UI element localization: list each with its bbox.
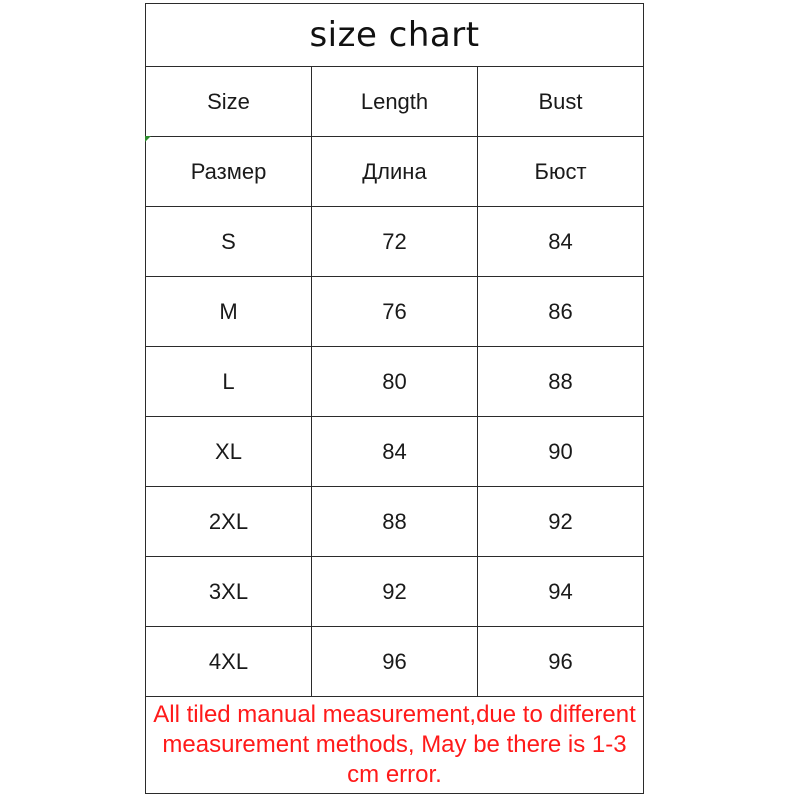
bust-cell: 94 <box>478 557 644 627</box>
bust-cell: 84 <box>478 207 644 277</box>
size-cell: M <box>146 277 312 347</box>
size-chart-table <box>145 3 644 794</box>
length-cell: 80 <box>312 347 478 417</box>
size-cell: XL <box>146 417 312 487</box>
table-row <box>146 417 644 487</box>
header-row-english <box>146 67 644 137</box>
bust-cell: 86 <box>478 277 644 347</box>
header-bust-ru: Бюст <box>478 137 644 207</box>
size-cell: 2XL <box>146 487 312 557</box>
title-row <box>146 4 644 67</box>
length-cell: 92 <box>312 557 478 627</box>
header-row-russian <box>146 137 644 207</box>
header-length: Length <box>312 67 478 137</box>
header-length-ru: Длина <box>312 137 478 207</box>
size-cell: 3XL <box>146 557 312 627</box>
length-cell: 76 <box>312 277 478 347</box>
table-row <box>146 487 644 557</box>
bust-cell: 92 <box>478 487 644 557</box>
table-row <box>146 207 644 277</box>
size-cell: L <box>146 347 312 417</box>
table-row <box>146 277 644 347</box>
length-cell: 88 <box>312 487 478 557</box>
bust-cell: 88 <box>478 347 644 417</box>
bust-cell: 90 <box>478 417 644 487</box>
cell-marker-icon <box>145 136 151 142</box>
size-cell: S <box>146 207 312 277</box>
chart-title: size chart <box>146 4 644 67</box>
length-cell: 72 <box>312 207 478 277</box>
header-size-ru: Размер <box>146 137 312 207</box>
length-cell: 96 <box>312 627 478 697</box>
length-cell: 84 <box>312 417 478 487</box>
table-row <box>146 627 644 697</box>
header-size: Size <box>146 67 312 137</box>
table-row <box>146 347 644 417</box>
header-bust: Bust <box>478 67 644 137</box>
bust-cell: 96 <box>478 627 644 697</box>
table-row <box>146 557 644 627</box>
note-row <box>146 697 644 794</box>
measurement-note: All tiled manual measurement,due to different measurement methods, May be there is 1-3 cm error. <box>146 697 644 794</box>
size-cell: 4XL <box>146 627 312 697</box>
